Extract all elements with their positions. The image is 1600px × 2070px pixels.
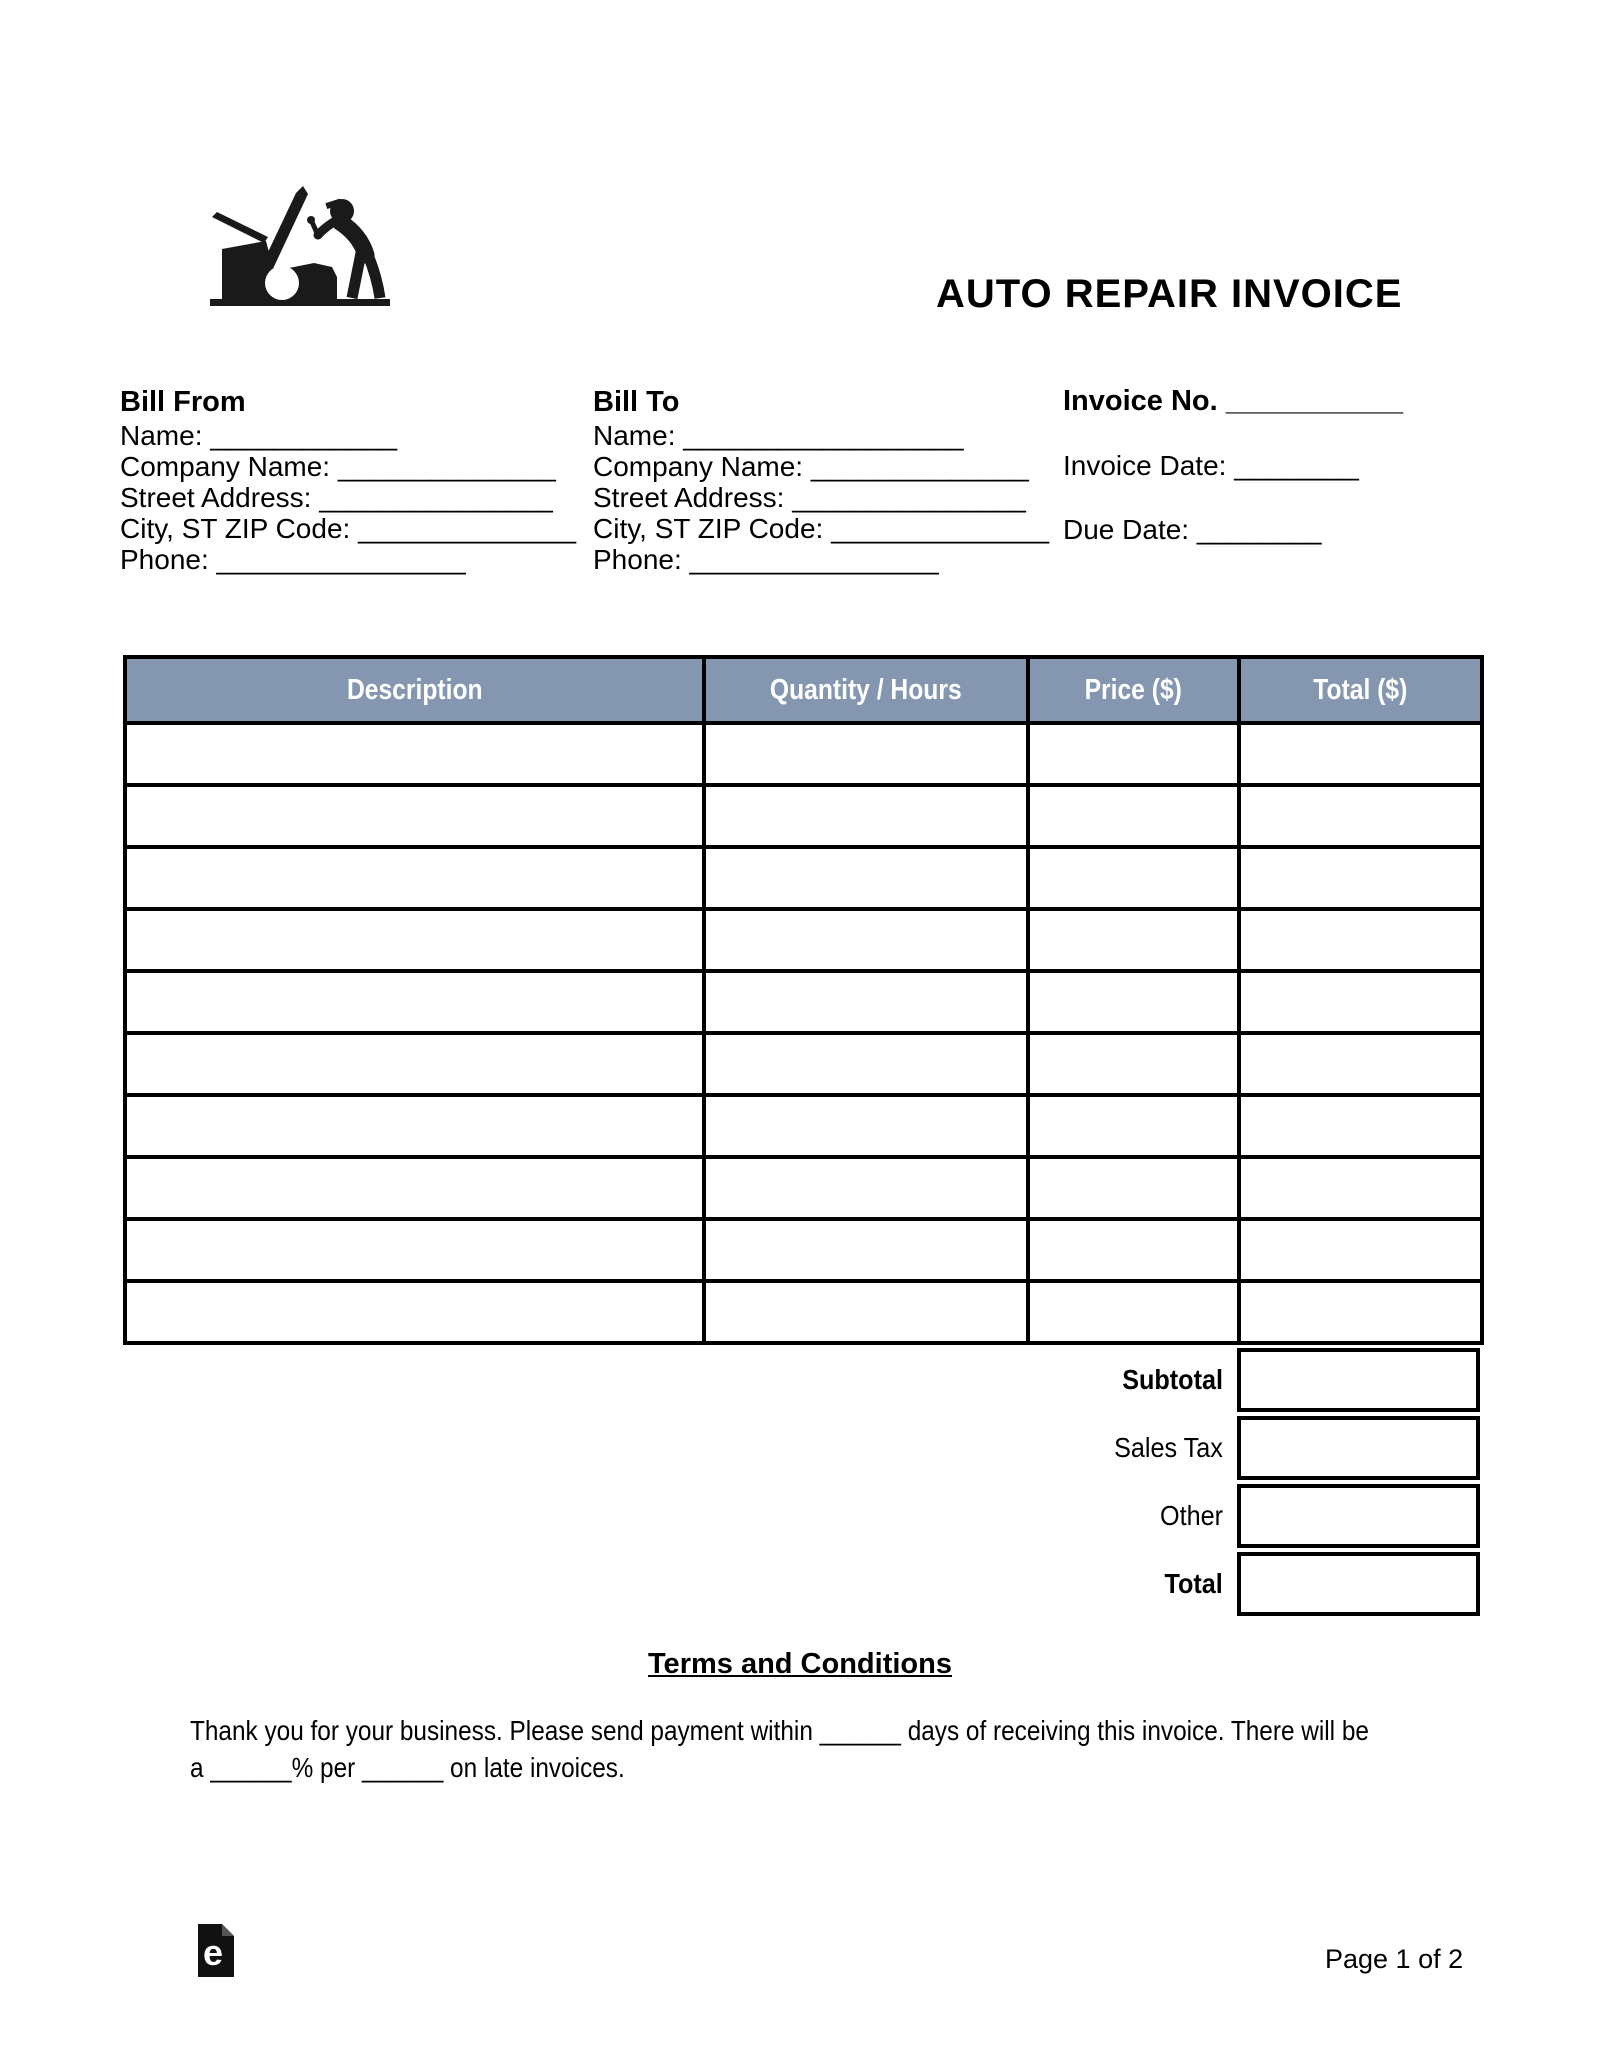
column-header: Quantity / Hours (704, 657, 1028, 723)
line-item-cell (125, 909, 704, 971)
line-item-cell (125, 847, 704, 909)
bill-from-street-line: Street Address: _______________ (120, 482, 553, 513)
bill-to-phone-line: Phone: ________________ (593, 544, 939, 575)
line-item-cell (704, 971, 1028, 1033)
bill-from-section (120, 386, 576, 575)
summary-section (712, 1348, 1480, 1620)
line-item-cell (704, 723, 1028, 785)
due-date-line: Due Date: ________ (1063, 514, 1322, 545)
line-item-cell (1028, 1157, 1239, 1219)
table-header-row (125, 657, 1482, 723)
line-item-cell (704, 1033, 1028, 1095)
summary-label: Sales Tax (1114, 1432, 1223, 1463)
invoice-meta-section (1063, 386, 1403, 578)
line-item-cell (1028, 909, 1239, 971)
eforms-logo-icon (198, 1924, 234, 1977)
line-item-cell (125, 1281, 704, 1343)
line-items-body (125, 723, 1482, 1343)
line-item-cell (1028, 971, 1239, 1033)
summary-value-box (1237, 1416, 1480, 1480)
line-item-row (125, 1281, 1482, 1343)
terms-heading: Terms and Conditions (648, 1648, 952, 1680)
page-number: Page 1 of 2 (1325, 1944, 1464, 1974)
line-item-cell (704, 1281, 1028, 1343)
eforms-logo-letter: e (203, 1932, 224, 1973)
column-header: Total ($) (1239, 657, 1482, 723)
line-item-cell (1028, 723, 1239, 785)
line-item-cell (1028, 1033, 1239, 1095)
line-item-cell (125, 785, 704, 847)
line-item-cell (704, 909, 1028, 971)
line-item-cell (1239, 1033, 1482, 1095)
invoice-date-line: Invoice Date: ________ (1063, 450, 1359, 481)
line-item-cell (125, 1033, 704, 1095)
line-item-cell (125, 1157, 704, 1219)
bill-to-street-line: Street Address: _______________ (593, 482, 1026, 513)
line-item-cell (1239, 909, 1482, 971)
summary-row (712, 1416, 1480, 1480)
bill-to-heading: Bill To (593, 386, 680, 418)
line-item-cell (125, 971, 704, 1033)
line-item-cell (1028, 1095, 1239, 1157)
column-header: Price ($) (1028, 657, 1239, 723)
line-item-row (125, 1033, 1482, 1095)
line-item-cell (1239, 1281, 1482, 1343)
line-item-cell (704, 1095, 1028, 1157)
summary-row (712, 1552, 1480, 1616)
line-item-cell (1028, 847, 1239, 909)
line-item-cell (704, 1219, 1028, 1281)
bill-to-name-line: Name: __________________ (593, 420, 964, 451)
bill-to-company-line: Company Name: ______________ (593, 451, 1029, 482)
line-item-row (125, 971, 1482, 1033)
line-item-cell (1028, 1219, 1239, 1281)
line-item-cell (1239, 1219, 1482, 1281)
summary-label: Subtotal (1122, 1364, 1223, 1395)
bill-from-phone-line: Phone: ________________ (120, 544, 466, 575)
summary-label: Other (1159, 1500, 1223, 1531)
bill-from-city-line: City, ST ZIP Code: ______________ (120, 513, 577, 544)
bill-to-section (593, 386, 1049, 575)
line-item-cell (1028, 785, 1239, 847)
line-item-cell (1239, 1095, 1482, 1157)
line-item-row (125, 1095, 1482, 1157)
line-item-cell (125, 1095, 704, 1157)
line-item-cell (1239, 971, 1482, 1033)
line-item-cell (1239, 1157, 1482, 1219)
bill-to-city-line: City, ST ZIP Code: ______________ (593, 513, 1050, 544)
line-item-cell (125, 723, 704, 785)
line-item-cell (1028, 1281, 1239, 1343)
bill-from-name-line: Name: ____________ (120, 420, 398, 451)
summary-label: Total (1164, 1568, 1223, 1599)
summary-value-box (1237, 1552, 1480, 1616)
line-item-cell (704, 785, 1028, 847)
bill-from-company-line: Company Name: ______________ (120, 451, 556, 482)
line-item-cell (1239, 847, 1482, 909)
column-header: Description (125, 657, 704, 723)
line-item-row (125, 1157, 1482, 1219)
line-item-cell (125, 1219, 704, 1281)
line-item-row (125, 909, 1482, 971)
line-item-cell (704, 847, 1028, 909)
line-item-cell (1239, 723, 1482, 785)
terms-body: Thank you for your business. Please send payment within ______ days of receiving this invoice. There will be a ______% per ______ on late invoices. (190, 1715, 1369, 1783)
summary-value-box (1237, 1348, 1480, 1412)
page-title: AUTO REPAIR INVOICE (936, 272, 1403, 316)
line-item-cell (704, 1157, 1028, 1219)
line-item-row (125, 1219, 1482, 1281)
line-item-row (125, 785, 1482, 847)
line-item-row (125, 723, 1482, 785)
line-item-cell (1239, 785, 1482, 847)
summary-row (712, 1484, 1480, 1548)
line-items-table (123, 655, 1484, 1345)
invoice-number-line: Invoice No. ___________ (1063, 385, 1404, 417)
summary-row (712, 1348, 1480, 1412)
summary-value-box (1237, 1484, 1480, 1548)
line-item-row (125, 847, 1482, 909)
bill-from-heading: Bill From (120, 386, 246, 418)
mechanic-car-logo-icon (210, 183, 390, 310)
